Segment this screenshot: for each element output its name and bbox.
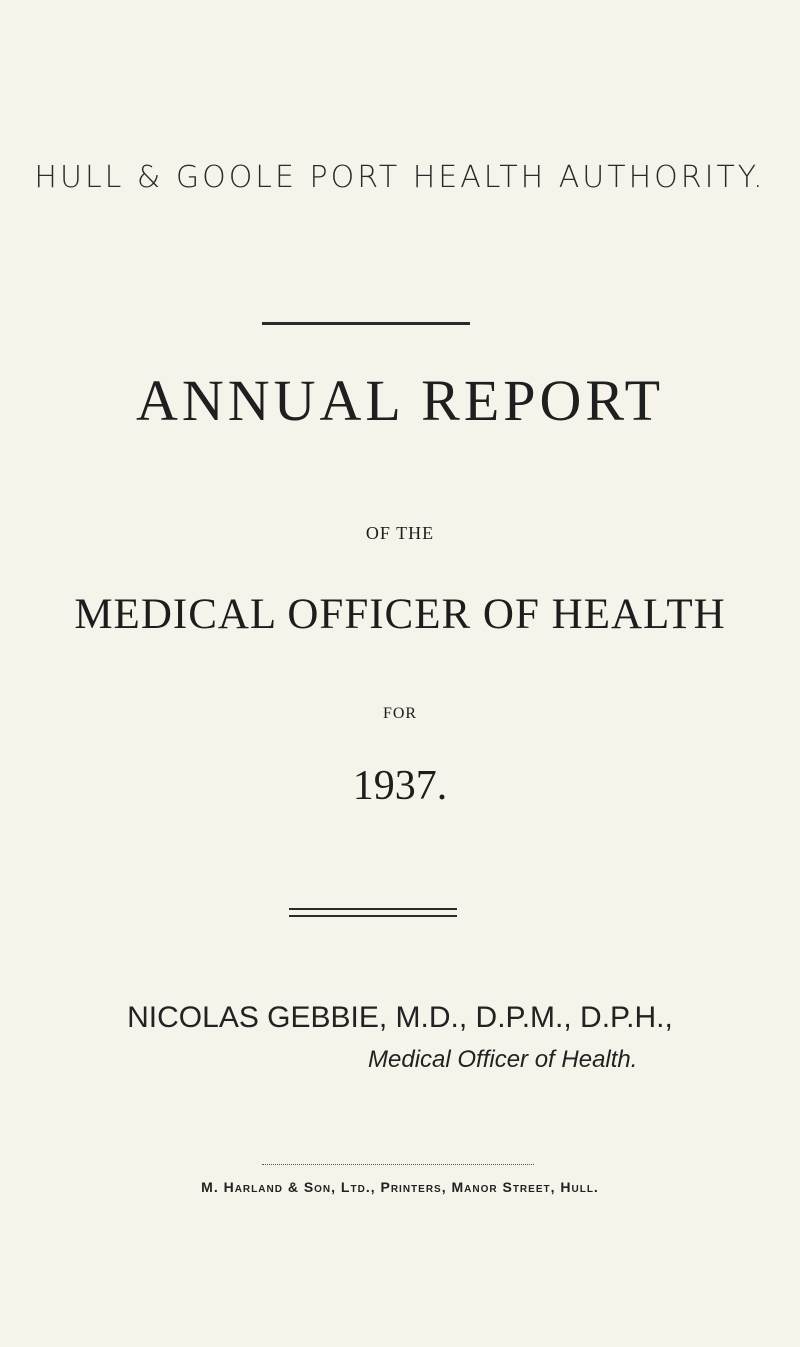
- middle-divider-upper: [289, 908, 457, 910]
- top-divider: [262, 322, 470, 325]
- report-title: ANNUAL REPORT: [135, 368, 665, 433]
- author-name: NICOLAS GEBBIE, M.D., D.P.M., D.P.H.,: [127, 1001, 673, 1034]
- printer-imprint: M. Harland & Son, Ltd., Printers, Manor Street, Hull.: [201, 1179, 599, 1195]
- for-label: FOR: [382, 705, 418, 722]
- report-year: 1937.: [352, 763, 448, 809]
- middle-divider-lower: [289, 915, 457, 917]
- author-title: Medical Officer of Health.: [368, 1046, 638, 1073]
- bottom-divider: [262, 1164, 534, 1165]
- officer-heading: MEDICAL OFFICER OF HEALTH: [74, 591, 726, 638]
- of-the-label: OF THE: [365, 523, 435, 543]
- authority-heading: HULL & GOOLE PORT HEALTH AUTHORITY.: [34, 160, 766, 195]
